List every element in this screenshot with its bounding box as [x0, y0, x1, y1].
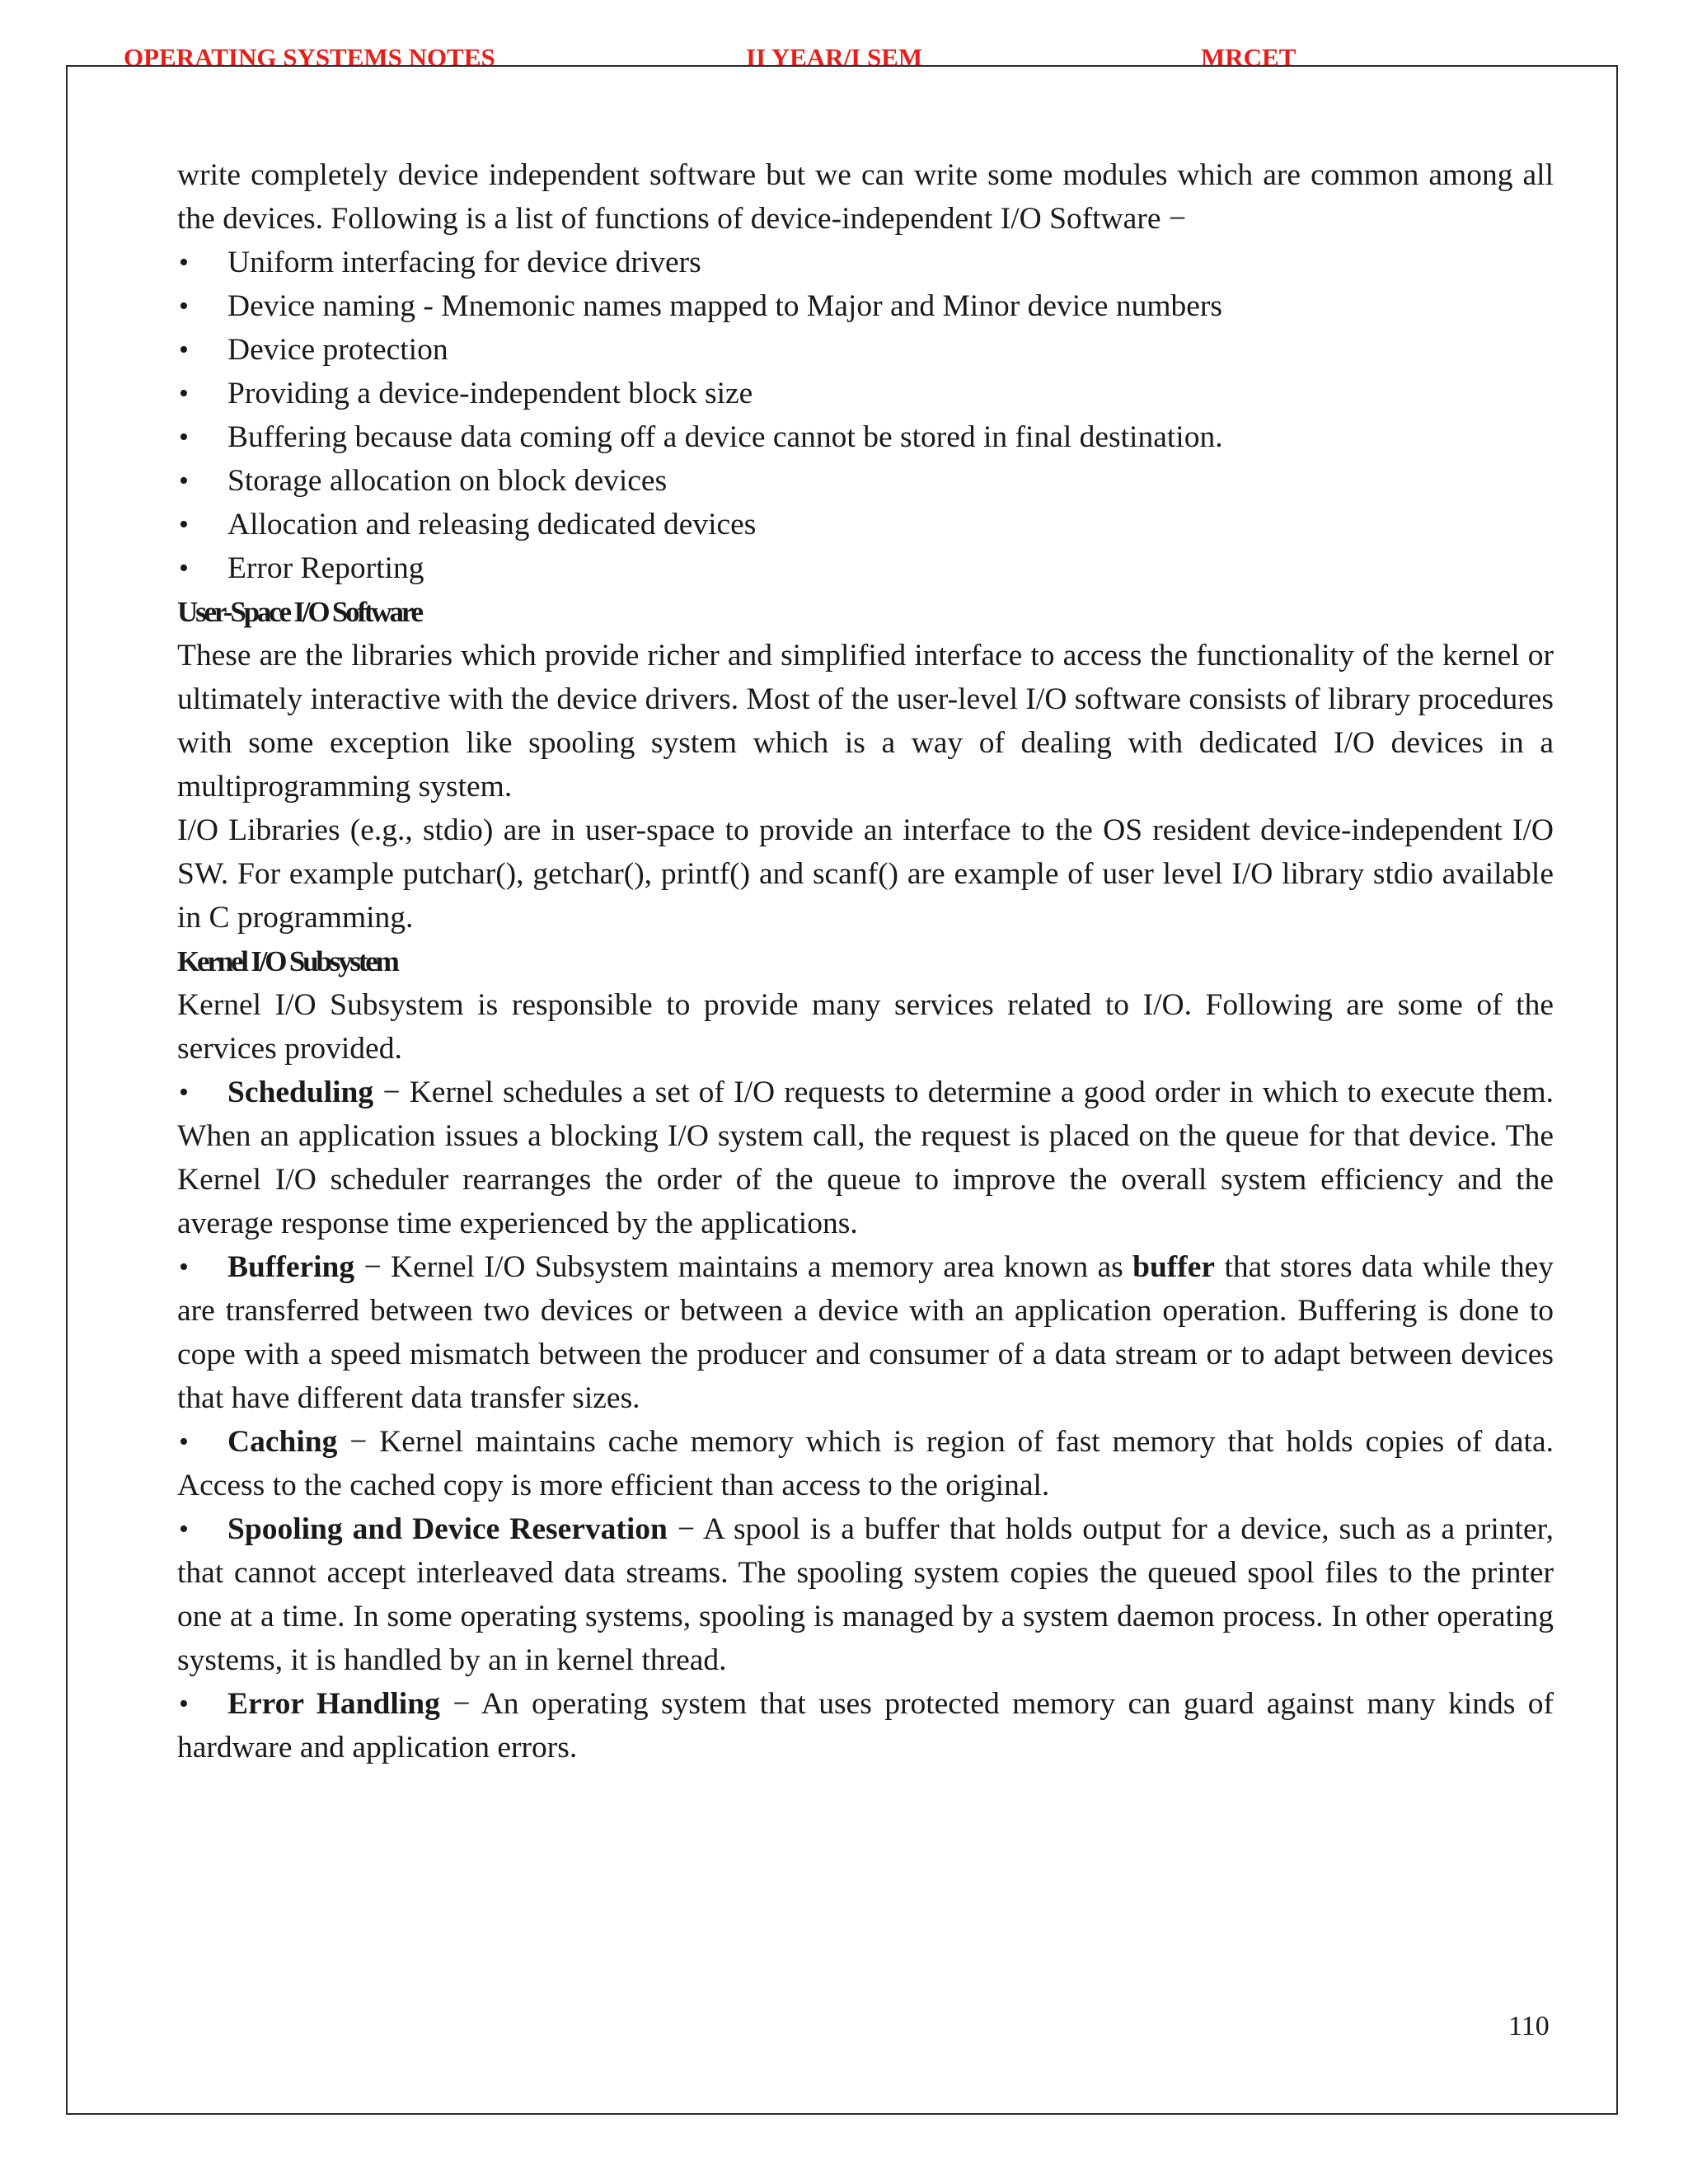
service-term: Spooling and Device Reservation	[227, 1512, 668, 1546]
section-heading-user-space: User-Space I/O Software	[177, 596, 421, 628]
header-year-semester: II YEAR/I SEM	[746, 43, 923, 72]
service-term: Caching	[227, 1425, 338, 1459]
service-item-scheduling	[177, 1071, 1554, 1245]
service-description: − Kernel schedules a set of I/O requests to determine a good order in which to execute them. When an application issues a blocking I/O system call, the request is placed on the queue for that device. The Kernel I/O scheduler rearranges the order of the queue to improve the overall system efficiency and the average response time experienced by the applications.	[177, 1076, 1554, 1240]
list-item: • Buffering because data coming off a device cannot be stored in final destination.	[177, 415, 1554, 459]
service-item-error-handling	[177, 1682, 1554, 1769]
header-course-title: OPERATING SYSTEMS NOTES	[124, 43, 495, 72]
inline-bold-term: buffer	[1132, 1250, 1216, 1284]
page-number: 110	[1508, 2011, 1550, 2041]
user-space-paragraph: I/O Libraries (e.g., stdio) are in user-space to provide an interface to the OS resident device-independent I/O SW. For example putchar(), getchar(), printf() and scanf() are example of user level I/O library stdio available in C programming.	[177, 813, 1554, 935]
list-item: • Uniform interfacing for device drivers	[177, 241, 1554, 284]
service-term: Scheduling	[227, 1076, 374, 1109]
user-space-paragraph: These are the libraries which provide richer and simplified interface to access the functionality of the kernel or ultimately interactive with the device drivers. Most of the user-level I/O software consists of library procedures with some exception like spooling system which is a way of dealing with dedicated I/O devices in a multiprogramming system.	[177, 639, 1554, 804]
service-term: Error Handling	[227, 1687, 440, 1721]
list-item: • Storage allocation on block devices	[177, 459, 1554, 503]
page-body	[177, 153, 1554, 1769]
list-item: • Device protection	[177, 328, 1554, 372]
service-description: − A spool is a buffer that holds output for a device, such as a printer, that cannot accept interleaved data streams. The spooling system copies the queued spool files to the printer one at a time. In some operating systems, spooling is managed by a system daemon process. In other operating systems, it is handled by an in kernel thread.	[177, 1512, 1554, 1677]
list-item: • Device naming - Mnemonic names mapped to Major and Minor device numbers	[177, 284, 1554, 328]
header-institution: MRCET	[1201, 43, 1296, 72]
service-description: − Kernel I/O Subsystem maintains a memory area known as	[354, 1250, 1133, 1284]
device-independent-functions-list	[177, 241, 1554, 590]
kernel-services-list	[177, 1071, 1554, 1769]
service-description: − Kernel maintains cache memory which is region of fast memory that holds copies of data. Access to the cached copy is more efficient than access to the original.	[177, 1425, 1554, 1502]
service-term: Buffering	[227, 1250, 355, 1284]
service-description-continued: that stores data while they are transferred between two devices or between a device with an application operation. Buffering is done to cope with a speed mismatch between the producer and consumer of a data stream or to adapt between devices that have different data transfer sizes.	[177, 1250, 1554, 1415]
intro-paragraph: write completely device independent software but we can write some modules which are common among all the devices. Following is a list of functions of device-independent I/O Software −	[177, 158, 1554, 236]
list-item: • Providing a device-independent block size	[177, 372, 1554, 415]
service-item-caching	[177, 1420, 1554, 1507]
service-item-spooling	[177, 1507, 1554, 1682]
list-item: • Error Reporting	[177, 546, 1554, 590]
kernel-intro-paragraph: Kernel I/O Subsystem is responsible to provide many services related to I/O. Following are some of the services provided.	[177, 988, 1554, 1066]
list-item: • Allocation and releasing dedicated devices	[177, 503, 1554, 546]
section-heading-kernel-io: Kernel I/O Subsystem	[177, 945, 397, 977]
service-item-buffering	[177, 1245, 1554, 1420]
service-description: − An operating system that uses protected memory can guard against many kinds of hardware and application errors.	[177, 1687, 1554, 1765]
